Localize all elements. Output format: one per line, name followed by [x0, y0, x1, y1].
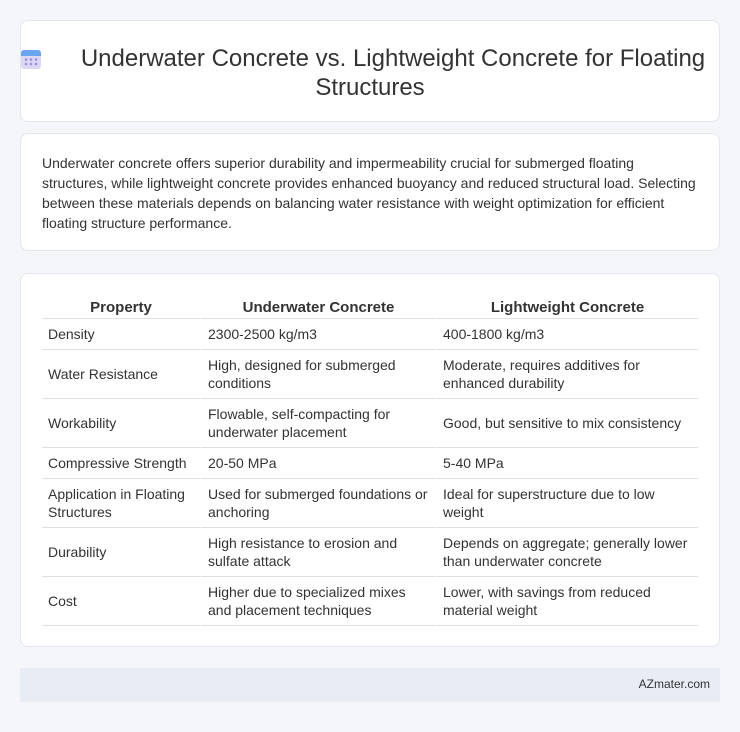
header-property: Property — [42, 294, 200, 319]
table-row — [42, 577, 698, 626]
row-property: Density — [42, 319, 200, 350]
table-row — [42, 350, 698, 399]
row-underwater: Higher due to specialized mixes and placement techniques — [200, 577, 435, 626]
footer — [20, 668, 720, 702]
row-underwater: 2300-2500 kg/m3 — [200, 319, 435, 350]
summary-card — [20, 133, 720, 251]
row-lightweight: 400-1800 kg/m3 — [435, 319, 698, 350]
row-property: Water Resistance — [42, 350, 200, 399]
table-row — [42, 448, 698, 479]
title-card — [20, 20, 720, 122]
comparison-card — [20, 273, 720, 647]
row-lightweight: Lower, with savings from reduced material weight — [435, 577, 698, 626]
row-lightweight: Depends on aggregate; generally lower than underwater concrete — [435, 528, 698, 577]
row-lightweight: Moderate, requires additives for enhanced durability — [435, 350, 698, 399]
table-header-row — [42, 294, 698, 319]
row-property: Cost — [42, 577, 200, 626]
page-title — [21, 44, 719, 102]
calendar-icon — [19, 47, 43, 71]
table-row — [42, 528, 698, 577]
row-property: Durability — [42, 528, 200, 577]
row-underwater: Flowable, self-compacting for underwater placement — [200, 399, 435, 448]
footer-brand: AZmater.com — [638, 677, 710, 691]
row-underwater: High resistance to erosion and sulfate attack — [200, 528, 435, 577]
row-lightweight: Ideal for superstructure due to low weight — [435, 479, 698, 528]
table-row — [42, 399, 698, 448]
summary-text: Underwater concrete offers superior durability and impermeability crucial for submerged floating structures, while lightweight concrete provides enhanced buoyancy and reduced structural load. Selecting between these materials depends on balancing water resistance with weight optimization for efficient floating structure performance. — [42, 155, 696, 231]
row-underwater: Used for submerged foundations or anchoring — [200, 479, 435, 528]
header-underwater: Underwater Concrete — [200, 294, 435, 319]
row-lightweight: 5-40 MPa — [435, 448, 698, 479]
row-property: Workability — [42, 399, 200, 448]
header-lightweight: Lightweight Concrete — [435, 294, 698, 319]
row-lightweight: Good, but sensitive to mix consistency — [435, 399, 698, 448]
comparison-table — [42, 294, 698, 626]
table-row — [42, 319, 698, 350]
page-title-text: Underwater Concrete vs. Lightweight Concrete for Floating Structures — [80, 45, 706, 101]
row-underwater: High, designed for submerged conditions — [200, 350, 435, 399]
row-property: Compressive Strength — [42, 448, 200, 479]
table-row — [42, 479, 698, 528]
row-underwater: 20-50 MPa — [200, 448, 435, 479]
row-property: Application in Floating Structures — [42, 479, 200, 528]
